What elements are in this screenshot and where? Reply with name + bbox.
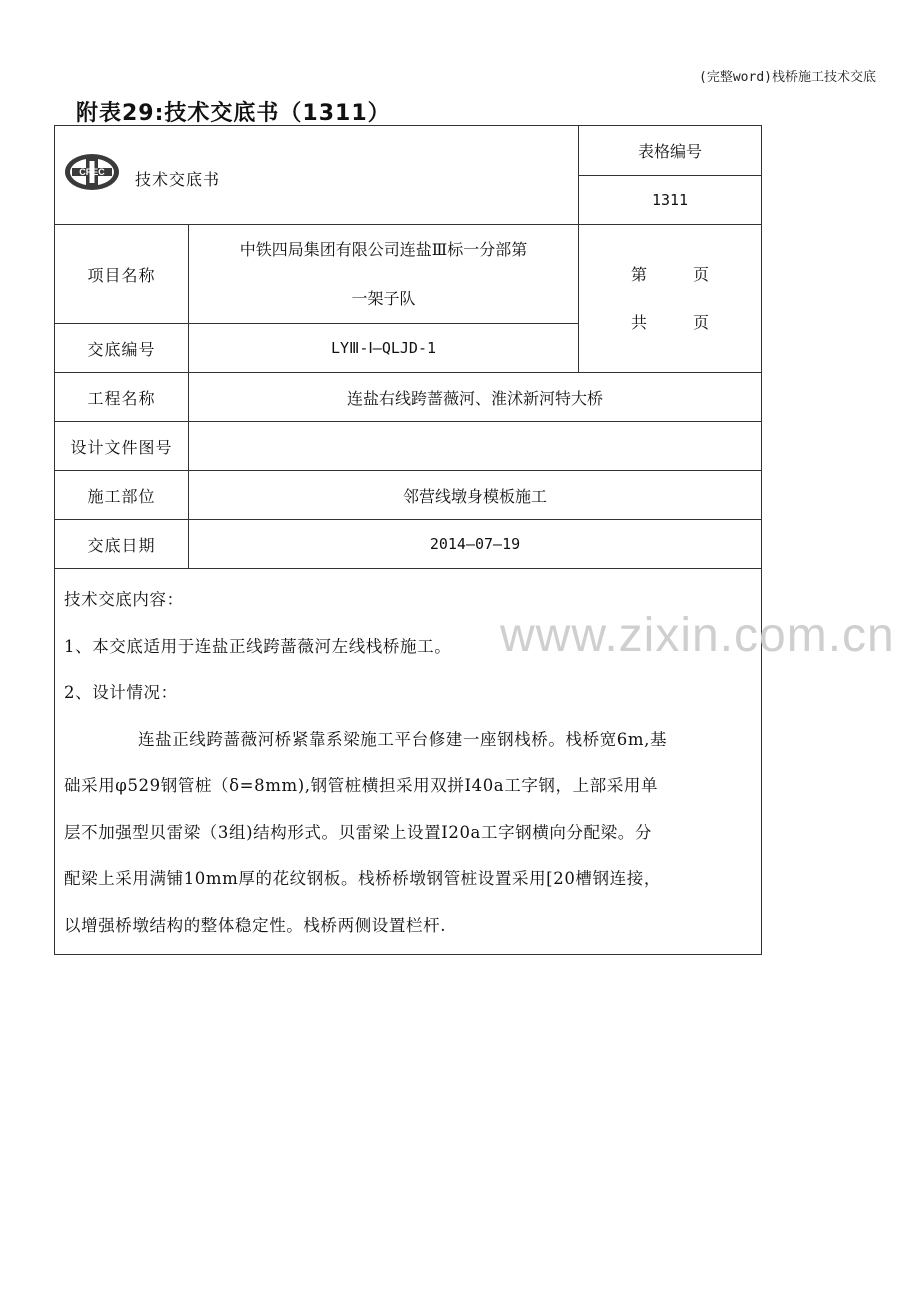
content-paragraph-line-4: 配梁上采用满铺10mm厚的花纹钢板。栈桥桥墩钢管桩设置采用[20槽钢连接， [64, 869, 661, 888]
total-label: 共 [631, 312, 648, 332]
logo-mark-text: CREC [79, 167, 105, 177]
brief-number-label: 交底编号 [55, 324, 189, 373]
page-count-cell [579, 225, 762, 373]
brief-date-value: 2014—07—19 [189, 520, 762, 569]
document-header: (完整word)栈桥施工技术交底 [699, 70, 876, 85]
logo-block [63, 152, 220, 192]
page-label: 第 [631, 264, 648, 284]
drawing-number-label: 设计文件图号 [55, 422, 189, 471]
content-paragraph-line-5: 以增强桥墩结构的整体稳定性。栈桥两侧设置栏杆. [64, 915, 447, 935]
project-name-line-2: 一架子队 [351, 289, 416, 308]
drawing-number-value [189, 422, 762, 471]
content-item-2: 2、设计情况： [64, 683, 178, 702]
form-number-label: 表格编号 [579, 126, 762, 176]
page-unit: 页 [693, 264, 710, 284]
brief-date-label: 交底日期 [55, 520, 189, 569]
work-name-value: 连盐右线跨蔷薇河、淮沭新河特大桥 [189, 373, 762, 422]
content-paragraph-line-3: 层不加强型贝雷梁（3组)结构形式。贝雷梁上设置I20a工字钢横向分配梁。分 [64, 822, 652, 842]
crcc-logo-icon [63, 152, 121, 192]
content-item-1: 1、本交底适用于连盐正线跨蔷薇河左线栈桥施工。 [64, 636, 452, 656]
watermark: www.zixin.com.cn [500, 609, 895, 662]
logo-cell [55, 126, 579, 225]
form-number-value: 1311 [579, 176, 762, 225]
project-name-line-1: 中铁四局集团有限公司连盐Ⅲ标一分部第 [239, 240, 528, 259]
construction-location-value: 邻营线墩身模板施工 [189, 471, 762, 520]
project-name-label: 项目名称 [55, 225, 189, 324]
total-unit: 页 [693, 312, 710, 332]
logo-title-text: 技术交底书 [135, 169, 221, 189]
work-name-label: 工程名称 [55, 373, 189, 422]
briefing-form-table [54, 125, 762, 955]
project-name-value [189, 225, 579, 324]
briefing-content-cell [55, 569, 762, 955]
brief-number-value: LYⅢ-Ⅰ—QLJD-1 [189, 324, 579, 373]
page-title: 附表29:技术交底书（1311） [76, 101, 391, 126]
construction-location-label: 施工部位 [55, 471, 189, 520]
content-paragraph-line-1: 连盐正线跨蔷薇河桥紧靠系梁施工平台修建一座钢栈桥。栈桥宽6m,基 [138, 729, 668, 749]
content-paragraph-line-2: 础采用φ529钢管桩（δ=8mm),钢管桩横担采用双拼I40a工字钢，上部采用单 [64, 776, 659, 795]
content-heading: 技术交底内容： [64, 590, 184, 609]
